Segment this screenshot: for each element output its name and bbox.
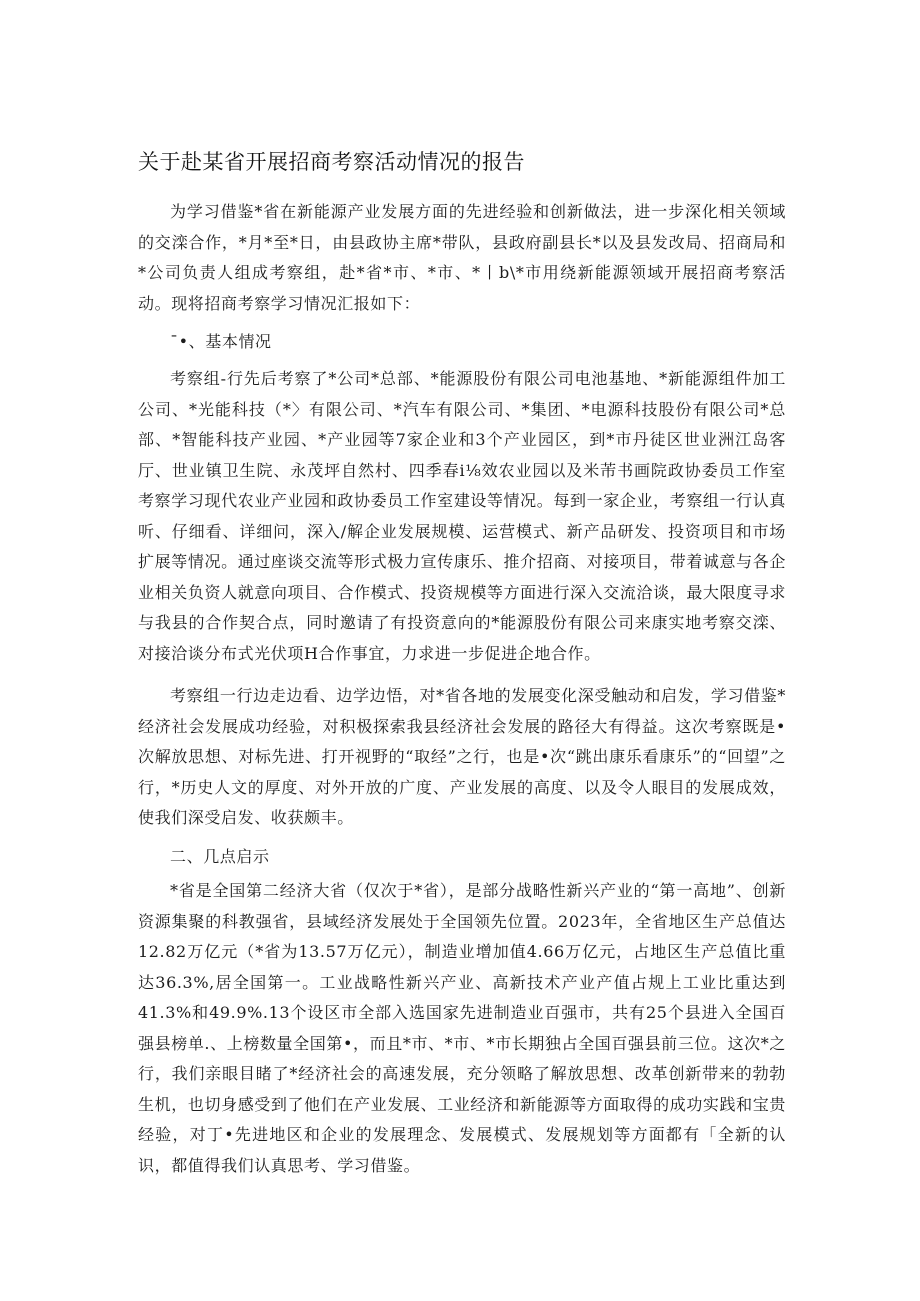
intro-paragraph: 为学习借鉴*省在新能源产业发展方面的先进经验和创新做法，进一步深化相关领域的交滦合作，*月*至*日，由县政协主席*带队，县政府副县长*以及县发改局、招商局和*公司负责人组成考察组，赴*省*市、*市、*丨b\*市用绕新能源领域开展招商考察活动。现将招商考察学习情况汇报如下： (138, 202, 786, 313)
document-title: 关于赴某省开展招商考察活动情况的报告 (138, 150, 525, 174)
section-1-heading: ¯•、基本情况 (170, 332, 272, 351)
section-1-paragraph-1: 考察组-行先后考察了*公司*总部、*能源股份有限公司电池基地、*新能源组件加工公司、*光能科技（*〉有限公司、*汽车有限公司、*集团、*电源科技股份有限公司*总部、*智能科技产业园、*产业园等7家企业和3个产业园区，到*市丹徒区世业洲江岛客厅、世业镇卫生院、永茂坪自然村、四季春i⅛效农业园以及米芾书画院政协委员工作室考察学习现代农业产业园和政协委员工作室建设等情况。每到一家企业，考察组一行认真听、仔细看、详细问，深入/解企业发展规模、运营模式、新产品研发、投资项目和市场扩展等情况。通过座谈交流等形式极力宣传康乐、推介招商、对接项目，带着诚意与各企业相关负资人就意向项目、合作模式、投资规模等方面进行深入交流洽谈，最大限度寻求与我县的合作契合点，同时邀请了有投资意向的*能源股份有限公司来康实地考察交滦、对接洽谈分布式光伏项H合作事宜，力求进一步促进企地合作。 (138, 369, 786, 663)
section-1-paragraph-2: 考察组一行边走边看、边学边悟，对*省各地的发展变化深受触动和启发，学习借鉴*经济社会发展成功经验，对积极探索我县经济社会发展的路径大有得益。这次考察既是•次解放思想、对标先进、打开视野的“取经”之行，也是•次“跳出康乐看康乐”的“回望”之行，*历史人文的厚度、对外开放的广度、产业发展的高度、以及令人眼目的发展成效，使我们深受启发、收获颇丰。 (138, 686, 786, 827)
section-2-heading: 二、几点启示 (170, 847, 270, 866)
section-2-paragraph-1: *省是全国第二经济大省（仅次于*省），是部分战略性新兴产业的“第一高地”、创新资源集聚的科教强省，县域经济发展处于全国领先位置。2023年，全省地区生产总值达12.82万亿元（*省为13.57万亿元），制造业增加值4.66万亿元，占地区生产总值比重达36.3%,居全国第一。工业战略性新兴产业、高新技术产业产值占规上工业比重达到41.3%和49.9%.13个设区市全部入选国家先进制造业百强市，共有25个县进入全国百强县榜单.、上榜数量全国第•，而且*市、*市、*市长期独占全国百强县前三位。这次*之行，我们亲眼目睹了*经济社会的高速发展，充分领略了解放思想、改革创新带来的勃勃生机，也切身感受到了他们在产业发展、工业经济和新能源等方面取得的成功实践和宝贵经验，对丁•先进地区和企业的发展理念、发展模式、发展规划等方面都有「全新的认识，都值得我们认真思考、学习借鉴。 (138, 881, 786, 1175)
